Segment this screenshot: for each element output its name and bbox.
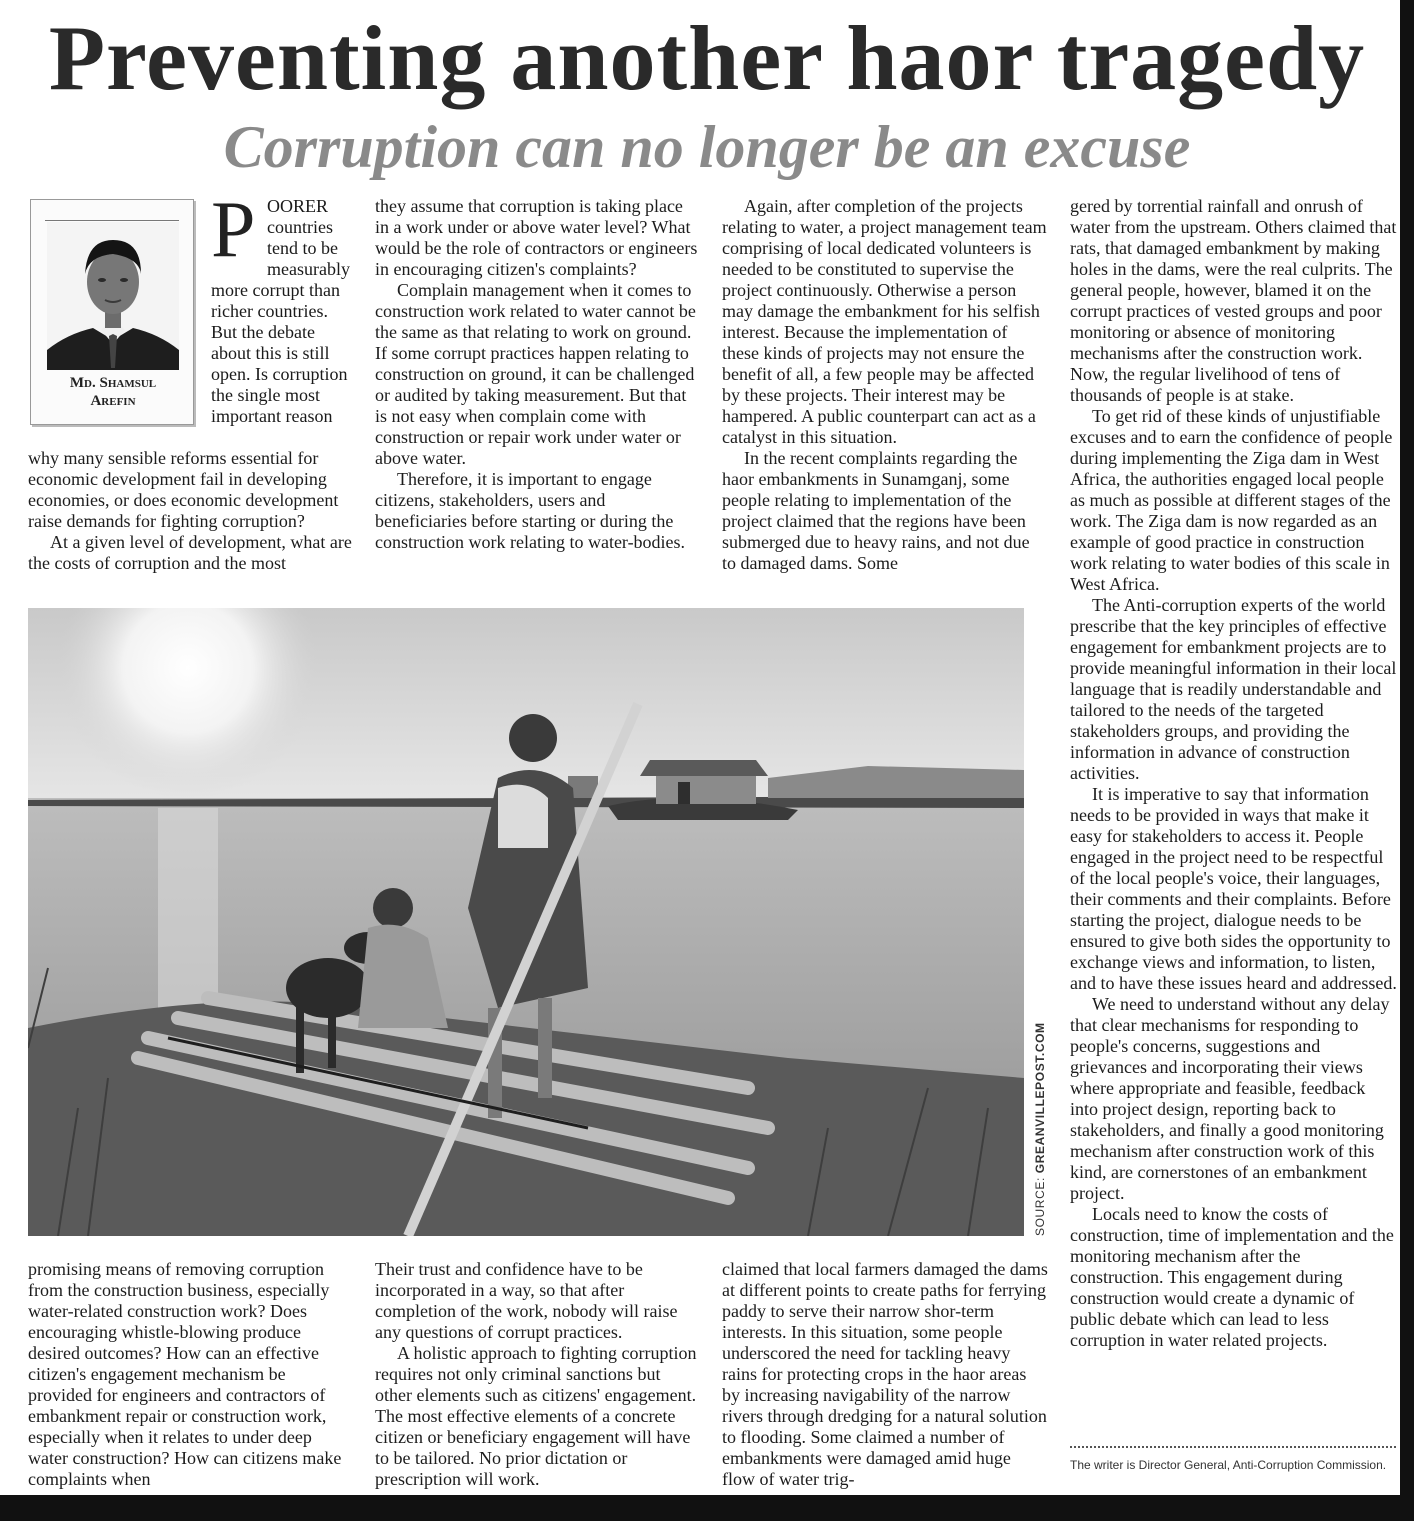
col1-bottom-paragraph: promising means of removing corruption from the construction business, especially water-related construction work? Does encouraging whistle-blowing produce desired outcomes? How can an effective citizen's engagement mechanism be provided for engineers and contractors of embankment repair or construction work, especially when it relates to under deep water construction? How can citizens make complaints when bbox=[28, 1259, 342, 1489]
right-border bbox=[1400, 0, 1414, 1521]
col4-paragraph-3: The Anti-corruption experts of the world prescribe that the key principles of effective engagement for embankment projects are to provide meaningful information in their local language that is readily understandable and tailored to the needs of the targeted stakeholders groups, and providing the information in advance of construction activities. bbox=[1070, 595, 1397, 783]
lead-first-word: OORER bbox=[267, 196, 329, 216]
col4-paragraph-2: To get rid of these kinds of unjustifiable excuses and to earn the confidence of people during implementing the Ziga dam in West Africa, the authorities engaged local people as much as possible at different stages of the work. The Ziga dam is now regarded as an example of good practice in construction work relating to water bodies of this scale in West Africa. bbox=[1070, 406, 1393, 594]
col3-top-paragraph-2: In the recent complaints regarding the haor embankments in Sunamganj, some people relating to implementation of the project claimed that the regions have been submerged due to heavy rains, and not due to damaged dams. Some bbox=[722, 448, 1030, 573]
col2-top-paragraph-3: Therefore, it is important to engage citizens, stakeholders, users and beneficiaries before starting or during the construction work relating to water-bodies. bbox=[375, 469, 686, 552]
subheadline: Corruption can no longer be an excuse bbox=[223, 114, 1191, 180]
col4-paragraph-6: Locals need to know the costs of construction, time of implementation and the monitoring mechanism after the construction. This engagement during construction would create a dynamic of public debate which can lead to less corruption in water related projects. bbox=[1070, 1204, 1394, 1350]
col2-top-paragraph-1: they assume that corruption is taking place in a work under or above water level? What would be the role of contractors or engineers in encouraging citizen's complaints? bbox=[375, 196, 698, 279]
photo-credit bbox=[1033, 1022, 1047, 1236]
col3-bottom-paragraph: claimed that local farmers damaged the dams at different points to create paths for ferrying paddy to serve their narrow shor-term interests. In this situation, some people underscored the need for tackling heavy rains for protecting crops in the haor areas by increasing navigability of the narrow rivers through dredging for a natural solution to flooding. Some claimed a number of embankments were damaged amid huge flow of water trig- bbox=[722, 1259, 1048, 1489]
column-1-bottom bbox=[28, 1259, 354, 1490]
author-footnote: The writer is Director General, Anti-Corruption Commission. bbox=[1070, 1458, 1387, 1472]
author-photo bbox=[47, 222, 179, 370]
col2-bottom-paragraph-1: Their trust and confidence have to be incorporated in a way, so that after completion of the work, nobody will raise any questions of corrupt practices. bbox=[375, 1259, 678, 1342]
column-2-top bbox=[375, 196, 701, 553]
column-2-bottom bbox=[375, 1259, 701, 1490]
bottom-border bbox=[0, 1495, 1414, 1521]
lead-narrow-text bbox=[211, 196, 352, 427]
author-name bbox=[31, 374, 195, 410]
col4-paragraph-5: We need to understand without any delay that clear mechanisms for responding to people's concerns, suggestions and grievances and incorporating their views where appropriate and feasible, feedback into project design, reporting back to stakeholders, and finally a good monitoring mechanism after construction work of this kind, are cornerstones of an embankment project. bbox=[1070, 994, 1390, 1203]
headline: Preventing another haor tragedy bbox=[48, 7, 1366, 109]
haor-photograph bbox=[28, 608, 1024, 1236]
author-box-rule bbox=[45, 220, 179, 221]
dropcap-spacer bbox=[211, 217, 267, 280]
lead-narrow-body bbox=[211, 217, 352, 427]
author-name-line-1: Md. Shamsul bbox=[69, 375, 157, 391]
footnote-divider bbox=[1070, 1446, 1396, 1448]
lead-continued: why many sensible reforms essential for economic development fail in developing economies, or does economic development raise demands for fighting corruption? bbox=[28, 448, 339, 531]
column-1-top bbox=[28, 448, 354, 574]
photo-credit-site: GREANVILLEPOST.COM bbox=[1033, 1022, 1047, 1174]
column-3-bottom bbox=[722, 1259, 1048, 1490]
col4-paragraph-4: It is imperative to say that information needs to be provided in ways that make it easy for stakeholders to access it. People engaged in the project need to be respectful of the local people's voice, their languages, their comments and their complaints. Before starting the project, dialogue needs to be ensured to give both sides the opportunity to exchange views and information, to listen, and to have these issues heard and addressed. bbox=[1070, 784, 1397, 993]
col2-bottom-paragraph-2: A holistic approach to fighting corruption requires not only criminal sanctions but other elements such as citizens' engagement. The most effective elements of a concrete citizen or beneficiary engagement will have to be tailored. No prior dictation or prescription will work. bbox=[375, 1343, 697, 1489]
column-4 bbox=[1070, 196, 1397, 1351]
photo-credit-prefix: SOURCE: bbox=[1033, 1173, 1047, 1236]
col3-top-paragraph-1: Again, after completion of the projects relating to water, a project management team comprising of local dedicated volunteers is needed to be constituted to supervise the project continuously. Otherwise a person may damage the embankment for his selfish interest. Because the implementation of these kinds of projects may not ensure the benefit of all, a few people may be affected by these projects. Their interest may be hampered. A public counterpart can act as a catalyst in this situation. bbox=[722, 196, 1047, 447]
col1-top-paragraph-2: At a given level of development, what are the costs of corruption and the most bbox=[28, 532, 352, 573]
col2-top-paragraph-2: Complain management when it comes to construction work related to water cannot be the same as that relating to work on ground. If some corrupt practices happen relating to construction on ground, it can be challenged or audited by taking measurement. But that is not easy when complain come with construction or repair work under water or above water. bbox=[375, 280, 696, 468]
author-box bbox=[30, 199, 194, 425]
col4-paragraph-1: gered by torrential rainfall and onrush of water from the upstream. Others claimed that rats, that damaged embankment by making holes in the dams, were the real culprits. The general people, however, blamed it on the corrupt practices of vested groups and poor monitoring or absence of monitoring mechanisms after the construction work. Now, the regular livelihood of tens of thousands of people is at stake. bbox=[1070, 196, 1397, 405]
drop-cap: P bbox=[211, 186, 256, 274]
author-name-line-2: Arefin bbox=[90, 393, 136, 409]
column-3-top bbox=[722, 196, 1048, 574]
lead-narrow-lines: countries tend to be measurably more corrupt than richer countries. But the debate about this is still open. Is corruption the single most important reason bbox=[211, 217, 350, 426]
